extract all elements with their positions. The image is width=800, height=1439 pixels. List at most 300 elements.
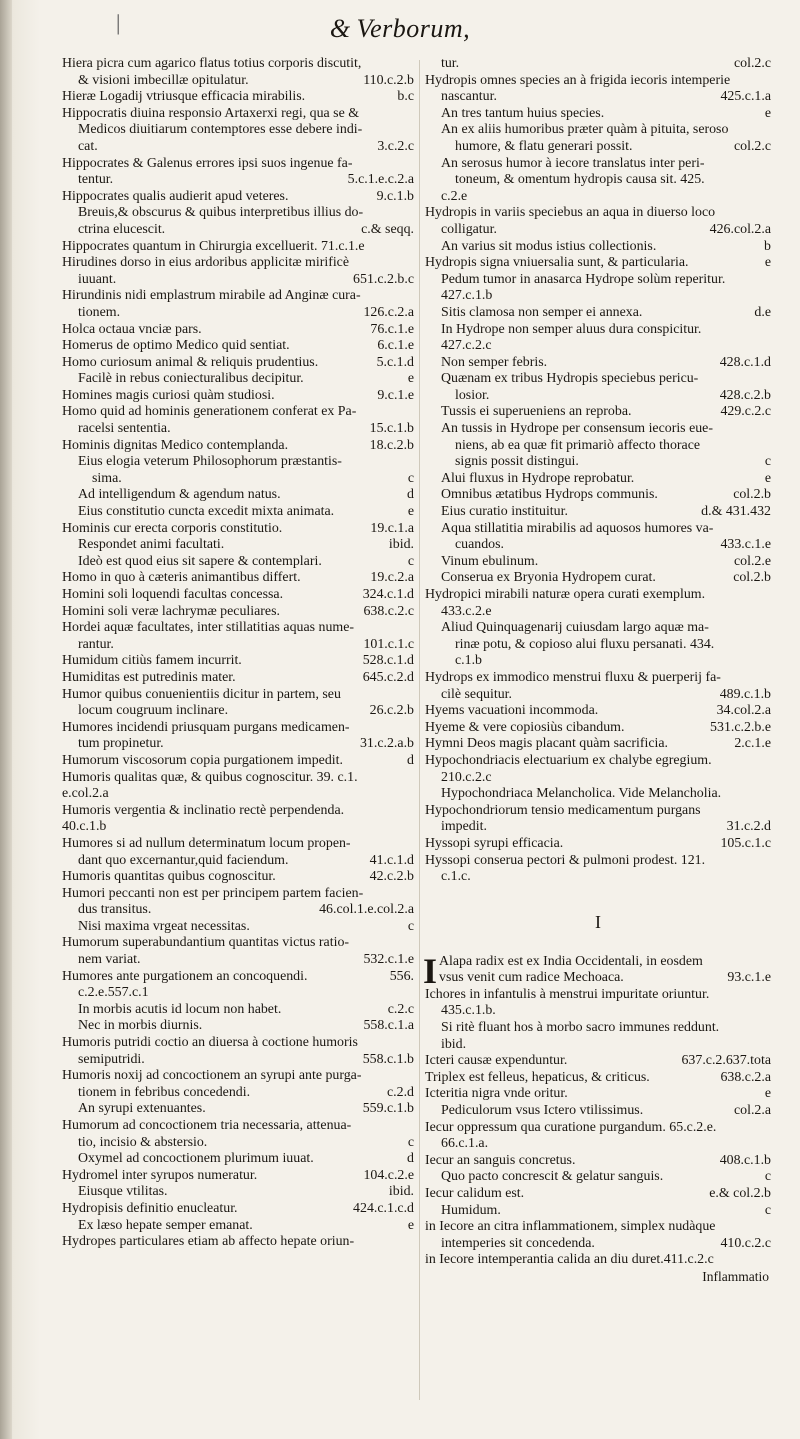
index-entry bbox=[425, 139, 771, 156]
index-entry bbox=[425, 1186, 771, 1203]
entry-reference: 424.c.1.c.d bbox=[353, 1200, 414, 1216]
entry-reference: 42.c.2.b bbox=[369, 869, 414, 885]
entry-text: Triplex est felleus, hepaticus, & criticus. bbox=[425, 1069, 650, 1085]
index-entry bbox=[62, 919, 414, 936]
entry-text: Hordei aquæ facultates, inter stillatitias aquas nume- bbox=[62, 620, 355, 636]
entry-text: Hippocratis diuina responsio Artaxerxi regi, qua se & bbox=[62, 105, 360, 121]
i-entries bbox=[425, 987, 771, 1269]
index-entry bbox=[62, 471, 414, 488]
entry-text: Hippocrates quantum in Chirurgia excelluerit. 71.c.1.e bbox=[62, 238, 365, 254]
index-entry bbox=[62, 56, 414, 73]
index-entry bbox=[62, 786, 414, 803]
entry-text: Pedum tumor in anasarca Hydrope solùm reperitur. bbox=[441, 271, 726, 287]
entry-text: Hirudines dorso in eius ardoribus applicitæ mirificè bbox=[62, 255, 350, 271]
index-entry bbox=[62, 205, 414, 222]
entry-text: Iecur an sanguis concretus. bbox=[425, 1152, 576, 1168]
index-entry bbox=[425, 89, 771, 106]
entry-text: Homo quid ad hominis generationem conferat ex Pa- bbox=[62, 404, 357, 420]
entry-text: signis possit distingui. bbox=[455, 454, 579, 470]
index-entry bbox=[62, 1118, 414, 1135]
entry-text: Humores si ad nullum determinatum locum propen- bbox=[62, 835, 351, 851]
entry-reference: c bbox=[764, 454, 771, 470]
entry-reference: 46.col.1.e.col.2.a bbox=[319, 902, 414, 918]
index-entry bbox=[425, 770, 771, 787]
index-entry bbox=[62, 886, 414, 903]
entry-text: Ad intelligendum & agendum natus. bbox=[78, 487, 281, 503]
entry-text: An varius sit modus istius collectionis. bbox=[441, 238, 657, 254]
entry-text: An syrupi extenuantes. bbox=[78, 1101, 206, 1117]
entry-text: Tussis ei superueniens an reproba. bbox=[441, 404, 632, 420]
entry-text: in Iecore intemperantia calida an diu duret.411.c.2.c bbox=[425, 1252, 714, 1268]
index-entry bbox=[62, 1035, 414, 1052]
index-entry bbox=[62, 1052, 414, 1069]
entry-text: An serosus humor à iecore translatus inter peri- bbox=[441, 155, 705, 171]
index-entry bbox=[62, 305, 414, 322]
index-entry bbox=[425, 1169, 771, 1186]
entry-reference: 558.c.1.a bbox=[363, 1018, 414, 1034]
entry-text: rantur. bbox=[78, 636, 114, 652]
index-entry bbox=[62, 371, 414, 388]
entry-text: An tussis in Hydrope per consensum iecoris eue- bbox=[441, 421, 713, 437]
entry-text: 210.c.2.c bbox=[441, 769, 492, 785]
entry-text: dus transitus. bbox=[78, 902, 152, 918]
entry-text: e.col.2.a bbox=[62, 786, 109, 802]
index-entry bbox=[62, 1184, 414, 1201]
index-entry bbox=[425, 487, 771, 504]
entry-text: Hymni Deos magis placant quàm sacrificia. bbox=[425, 736, 669, 752]
entry-text: Alui fluxus in Hydrope reprobatur. bbox=[441, 470, 635, 486]
entry-text: Hominis cur erecta corporis constitutio. bbox=[62, 520, 283, 536]
index-entry bbox=[425, 803, 771, 820]
entry-reference: 18.c.2.b bbox=[369, 437, 414, 453]
index-entry bbox=[425, 122, 771, 139]
index-entry bbox=[62, 388, 414, 405]
entry-reference: c bbox=[764, 1202, 771, 1218]
left-column bbox=[62, 56, 414, 1251]
entry-text: humore, & flatu generari possit. bbox=[455, 138, 633, 154]
index-entry bbox=[425, 736, 771, 753]
entry-text: Humores incidendi priusquam purgans medicamen- bbox=[62, 719, 350, 735]
index-entry bbox=[62, 819, 414, 836]
entry-text: Oxymel ad concoctionem plurimum iuuat. bbox=[78, 1151, 314, 1167]
index-entry bbox=[425, 1053, 771, 1070]
entry-text: 427.c.1.b bbox=[441, 288, 493, 304]
index-entry bbox=[62, 703, 414, 720]
index-entry bbox=[425, 604, 771, 621]
entry-reference: e bbox=[764, 255, 771, 271]
index-entry bbox=[62, 222, 414, 239]
entry-text: Hydropici mirabili naturæ opera curati exemplum. bbox=[425, 587, 706, 602]
entry-reference: e.& col.2.b bbox=[709, 1186, 771, 1201]
entry-reference: e bbox=[407, 1217, 414, 1233]
index-entry bbox=[425, 338, 771, 355]
entry-text: In morbis acutis id locum non habet. bbox=[78, 1001, 282, 1017]
index-entry bbox=[62, 172, 414, 189]
entry-reference: 6.c.1.e bbox=[377, 338, 414, 354]
index-entry bbox=[62, 670, 414, 687]
index-entry bbox=[62, 869, 414, 886]
entry-text: Non semper febris. bbox=[441, 354, 548, 370]
index-entry bbox=[62, 139, 414, 156]
entry-text: Vinum ebulinum. bbox=[441, 553, 539, 569]
entry-text: Humoris noxij ad concoctionem an syrupi ante purga- bbox=[62, 1068, 362, 1084]
entry-reference: b.c bbox=[397, 89, 414, 105]
entry-reference: 31.c.2.d bbox=[726, 819, 771, 835]
index-entry bbox=[425, 255, 771, 272]
entry-text: ctrina elucescit. bbox=[78, 221, 166, 237]
entry-text: Eius curatio instituitur. bbox=[441, 504, 568, 520]
entry-text: impedit. bbox=[441, 819, 487, 835]
index-entry bbox=[425, 421, 771, 438]
entry-text: 435.c.1.b. bbox=[441, 1003, 496, 1019]
index-entry bbox=[62, 853, 414, 870]
entry-text: Hypochondriaca Melancholica. Vide Melancholia. bbox=[441, 786, 722, 802]
entry-text: Iecur oppressum qua curatione purgandum. 65.c.2.e. bbox=[425, 1119, 717, 1135]
entry-text: tionem. bbox=[78, 304, 121, 320]
index-entry bbox=[62, 487, 414, 504]
index-entry bbox=[425, 570, 771, 587]
entry-text: Homini soli veræ lachrymæ peculiares. bbox=[62, 603, 280, 619]
index-entry bbox=[425, 786, 771, 803]
binding-gutter bbox=[0, 0, 12, 1439]
index-entry bbox=[62, 770, 414, 787]
entry-reference: col.2.b bbox=[733, 570, 771, 586]
entry-text: Hypochondriorum tensio medicamentum purgans bbox=[425, 802, 701, 818]
entry-reference: 5.c.1.e.c.2.a bbox=[347, 172, 414, 188]
index-entry bbox=[425, 1086, 771, 1103]
entry-text: Eius constitutio cuncta excedit mixta animata. bbox=[78, 504, 335, 520]
entry-text: Humoris putridi coctio an diuersa à coctione humoris bbox=[62, 1035, 358, 1051]
entry-text: Homini soli loquendi facultas concessa. bbox=[62, 587, 284, 602]
index-entry bbox=[425, 1252, 771, 1269]
entry-text: Quænam ex tribus Hydropis speciebus pericu- bbox=[441, 371, 699, 387]
entry-reference: 528.c.1.d bbox=[362, 653, 414, 669]
index-entry bbox=[425, 720, 771, 737]
entry-text: 433.c.2.e bbox=[441, 603, 492, 619]
entry-text: Ichores in infantulis à menstrui impuritate oriuntur. bbox=[425, 986, 710, 1002]
entry-reference: 532.c.1.e bbox=[363, 952, 414, 968]
index-entry bbox=[425, 471, 771, 488]
entry-reference: col.2.e bbox=[733, 553, 771, 569]
entry-text: Hippocrates qualis audierit apud veteres. bbox=[62, 188, 289, 204]
index-entry bbox=[62, 1168, 414, 1185]
entry-reference: ibid. bbox=[388, 537, 414, 553]
entry-text: niens, ab ea quæ fit primariò affecto thorace bbox=[455, 437, 701, 453]
index-entry bbox=[62, 1002, 414, 1019]
index-entry bbox=[62, 521, 414, 538]
index-entry bbox=[425, 172, 771, 189]
entry-reference: ibid. bbox=[388, 1184, 414, 1200]
entry-text: Humidum. bbox=[441, 1202, 501, 1218]
index-entry bbox=[425, 205, 771, 222]
entry-text: tur. bbox=[441, 56, 460, 71]
index-entry bbox=[62, 156, 414, 173]
h-entries-continued bbox=[425, 56, 771, 886]
entry-reference: c.2.c bbox=[387, 1001, 414, 1017]
entry-text: Humorum ad concoctionem tria necessaria, attenua- bbox=[62, 1118, 352, 1133]
index-entry bbox=[62, 322, 414, 339]
entry-text: Humorum superabundantium quantitas victus ratio- bbox=[62, 935, 350, 951]
header-title: Verborum, bbox=[356, 14, 471, 43]
entry-text: Hyeme & vere copiosiùs cibandum. bbox=[425, 719, 625, 735]
entry-text: c.2.e.557.c.1 bbox=[78, 985, 149, 1001]
index-entry bbox=[62, 902, 414, 919]
entry-text: dant quo excernantur,quid faciendum. bbox=[78, 852, 289, 868]
index-entry bbox=[425, 670, 771, 687]
index-entry bbox=[62, 554, 414, 571]
index-entry bbox=[425, 970, 771, 987]
index-entry bbox=[425, 954, 771, 971]
entry-reference: c.& seqq. bbox=[361, 221, 414, 237]
index-entry bbox=[425, 272, 771, 289]
entry-text: sima. bbox=[92, 470, 122, 486]
index-entry bbox=[425, 1020, 771, 1037]
index-entry bbox=[425, 1136, 771, 1153]
entry-text: Ideò est quod eius sit sapere & contemplari. bbox=[78, 553, 322, 569]
index-entry bbox=[425, 987, 771, 1004]
entry-text: Quo pacto concrescit & gelatur sanguis. bbox=[441, 1169, 664, 1185]
index-entry bbox=[62, 1135, 414, 1152]
entry-text: Hydropisis definitio enucleatur. bbox=[62, 1200, 238, 1216]
entry-text: c.1.c. bbox=[441, 869, 471, 885]
index-entry bbox=[62, 720, 414, 737]
index-entry bbox=[425, 587, 771, 604]
right-column bbox=[425, 56, 771, 1286]
index-entry bbox=[62, 504, 414, 521]
entry-text: Humoris quantitas quibus cognoscitur. bbox=[62, 869, 276, 885]
index-entry bbox=[425, 404, 771, 421]
entry-reference: 433.c.1.e bbox=[720, 537, 771, 553]
index-entry bbox=[62, 89, 414, 106]
drop-capital: I bbox=[423, 950, 438, 991]
entry-reference: c.2.d bbox=[386, 1084, 414, 1100]
entry-reference: 126.c.2.a bbox=[363, 304, 414, 320]
index-entry bbox=[62, 122, 414, 139]
entry-text: Humoris vergentia & inclinatio rectè perpendenda. bbox=[62, 802, 345, 818]
entry-text: cat. bbox=[78, 138, 98, 154]
index-entry bbox=[425, 388, 771, 405]
entry-text: Humoris qualitas quæ, & quibus cognoscitur. 39. c.1. bbox=[62, 769, 358, 785]
entry-reference: 76.c.1.e bbox=[370, 321, 414, 337]
index-entry bbox=[425, 687, 771, 704]
entry-reference: 26.c.2.b bbox=[369, 703, 414, 719]
index-entry bbox=[62, 753, 414, 770]
entry-reference: 5.c.1.d bbox=[376, 354, 414, 370]
section-gap bbox=[425, 886, 771, 902]
entry-text: Humidum citiùs famem incurrit. bbox=[62, 653, 242, 669]
entry-reference: 426.col.2.a bbox=[709, 221, 771, 237]
entry-text: Hiera picra cum agarico flatus totius corporis discutit, bbox=[62, 56, 362, 71]
entry-text: Eiusque vtilitas. bbox=[78, 1184, 168, 1200]
entry-reference: e bbox=[764, 105, 771, 121]
index-entry bbox=[425, 853, 771, 870]
entry-text: Hydropis omnes species an à frigida iecoris intemperie bbox=[425, 72, 731, 88]
index-entry bbox=[425, 1236, 771, 1253]
entry-text: toneum, & omentum hydropis causa sit. 425. bbox=[455, 172, 705, 188]
entry-reference: 41.c.1.d bbox=[369, 852, 414, 868]
entry-text: Hydropis signa vniuersalia sunt, & particularia. bbox=[425, 255, 689, 271]
entry-reference: 408.c.1.b bbox=[719, 1152, 771, 1168]
index-entry bbox=[62, 935, 414, 952]
index-entry bbox=[62, 438, 414, 455]
entry-text: Nisi maxima vrgeat necessitas. bbox=[78, 918, 250, 934]
entry-text: Omnibus ætatibus Hydrops communis. bbox=[441, 487, 658, 503]
entry-reference: 559.c.1.b bbox=[362, 1101, 414, 1117]
entry-reference: col.2.c bbox=[733, 138, 771, 154]
index-entry bbox=[62, 338, 414, 355]
entry-text: colligatur. bbox=[441, 221, 497, 237]
entry-text: Humores ante purgationem an concoquendi. bbox=[62, 968, 308, 984]
entry-text: Hyssopi syrupi efficacia. bbox=[425, 835, 564, 851]
index-entry bbox=[62, 736, 414, 753]
index-entry bbox=[425, 56, 771, 73]
index-entry bbox=[425, 620, 771, 637]
index-entry bbox=[62, 537, 414, 554]
index-entry bbox=[62, 239, 414, 256]
entry-text: Hyems vacuationi incommoda. bbox=[425, 703, 599, 719]
index-entry bbox=[425, 1203, 771, 1220]
entry-reference: 638.c.2.a bbox=[720, 1069, 771, 1085]
entry-text: Breuis,& obscurus & quibus interpretibus illius do- bbox=[78, 205, 364, 221]
entry-text: racelsi sententia. bbox=[78, 421, 171, 437]
entry-text: Iecur calidum est. bbox=[425, 1186, 525, 1201]
index-entry bbox=[62, 73, 414, 90]
index-entry bbox=[425, 1103, 771, 1120]
entry-reference: col.2.b bbox=[733, 487, 771, 503]
index-entry bbox=[62, 687, 414, 704]
index-entry bbox=[425, 836, 771, 853]
entry-text: An tres tantum huius species. bbox=[441, 105, 605, 121]
index-entry bbox=[62, 653, 414, 670]
entry-reference: 638.c.2.c bbox=[363, 603, 414, 619]
entry-text: Homo in quo à cæteris animantibus differt. bbox=[62, 570, 301, 586]
entry-text: Sitis clamosa non semper ei annexa. bbox=[441, 304, 643, 320]
entry-text: in Iecore an citra inflammationem, simplex nudàque bbox=[425, 1219, 716, 1235]
entry-text: Icteritia nigra vnde oritur. bbox=[425, 1086, 568, 1102]
index-entry bbox=[425, 554, 771, 571]
index-entry bbox=[425, 869, 771, 886]
index-entry bbox=[425, 637, 771, 654]
index-entry bbox=[425, 819, 771, 836]
entry-text: Hominis dignitas Medico contemplanda. bbox=[62, 437, 289, 453]
index-entry bbox=[425, 703, 771, 720]
entry-reference: c bbox=[407, 918, 414, 934]
entry-reference: 101.c.1.c bbox=[363, 636, 414, 652]
entry-reference: c bbox=[764, 1169, 771, 1185]
entry-text: rinæ potu, & copioso alui fluxu persanati. 434. bbox=[455, 636, 715, 652]
entry-reference: 556. bbox=[389, 968, 414, 984]
margin-mark: | bbox=[116, 10, 121, 35]
catchword: Inflammatio bbox=[702, 1268, 769, 1284]
index-entry bbox=[425, 1037, 771, 1054]
entry-text: Conserua ex Bryonia Hydropem curat. bbox=[441, 570, 656, 586]
entry-reference: 645.c.2.d bbox=[362, 669, 414, 685]
dropcap-lines bbox=[423, 950, 771, 991]
index-entry bbox=[62, 952, 414, 969]
index-entry bbox=[425, 1070, 771, 1087]
entry-reference: 105.c.1.c bbox=[720, 835, 771, 851]
index-entry bbox=[62, 272, 414, 289]
entry-text: Pediculorum vsus Ictero vtilissimus. bbox=[441, 1103, 644, 1119]
index-entry bbox=[62, 1068, 414, 1085]
entry-text: Icteri causæ expenduntur. bbox=[425, 1053, 568, 1069]
entry-reference: 489.c.1.b bbox=[719, 686, 771, 702]
entry-reference: d bbox=[407, 487, 414, 503]
column-divider bbox=[419, 60, 420, 1400]
index-entry bbox=[62, 570, 414, 587]
index-entry bbox=[425, 305, 771, 322]
entry-reference: 428.c.2.b bbox=[719, 387, 771, 403]
entry-reference: 104.c.2.e bbox=[363, 1167, 414, 1183]
entry-text: nascantur. bbox=[441, 89, 497, 105]
entry-text: Hirundinis nidi emplastrum mirabile ad Anginæ cura- bbox=[62, 288, 361, 304]
index-entry bbox=[425, 454, 771, 471]
index-entry bbox=[62, 189, 414, 206]
entry-reference: 110.c.2.b bbox=[363, 72, 414, 88]
entry-reference: e bbox=[407, 371, 414, 387]
entry-reference: 9.c.1.b bbox=[376, 188, 414, 204]
index-entry bbox=[62, 604, 414, 621]
entry-text: Hippocrates & Galenus errores ipsi suos ingenue fa- bbox=[62, 155, 353, 171]
entry-text: cilè sequitur. bbox=[441, 686, 512, 702]
entry-reference: 425.c.1.a bbox=[720, 89, 771, 105]
index-entry bbox=[425, 239, 771, 256]
entry-text: Hypochondriacis electuarium ex chalybe egregium. bbox=[425, 752, 712, 768]
index-entry bbox=[425, 1219, 771, 1236]
entry-text: In Hydrope non semper aluus dura conspicitur. bbox=[441, 321, 702, 337]
entry-reference: 19.c.1.a bbox=[370, 520, 414, 536]
entry-reference: 3.c.2.c bbox=[377, 138, 414, 154]
index-entry bbox=[62, 288, 414, 305]
index-entry bbox=[425, 438, 771, 455]
index-entry bbox=[425, 189, 771, 206]
index-entry bbox=[425, 322, 771, 339]
entry-reference: 19.c.2.a bbox=[370, 570, 414, 586]
entry-text: Homo curiosum animal & reliquis prudentius. bbox=[62, 354, 319, 370]
entry-text: Hydromel inter syrupos numeratur. bbox=[62, 1167, 258, 1183]
entry-text: c.2.e bbox=[441, 188, 468, 204]
entry-text: vsus venit cum radice Mechoaca. bbox=[439, 970, 624, 986]
entry-text: Eius elogia veterum Philosophorum præstantis- bbox=[78, 454, 342, 470]
index-entry bbox=[62, 355, 414, 372]
entry-reference: d.e bbox=[754, 304, 771, 320]
index-entry bbox=[425, 73, 771, 90]
entry-reference: 637.c.2.637.tota bbox=[681, 1053, 771, 1069]
entry-reference: 558.c.1.b bbox=[362, 1051, 414, 1067]
entry-reference: 34.col.2.a bbox=[716, 703, 771, 719]
entry-text: semiputridi. bbox=[78, 1051, 145, 1067]
entry-reference: e bbox=[407, 504, 414, 520]
entry-reference: e bbox=[764, 1086, 771, 1102]
entry-reference: 15.c.1.b bbox=[369, 421, 414, 437]
entry-text: Aqua stillatitia mirabilis ad aquosos humores va- bbox=[441, 520, 714, 536]
entry-reference: 428.c.1.d bbox=[719, 354, 771, 370]
index-entry bbox=[425, 288, 771, 305]
entry-reference: 2.c.1.e bbox=[734, 736, 771, 752]
entry-text: 40.c.1.b bbox=[62, 819, 107, 835]
index-entry bbox=[62, 404, 414, 421]
index-entry bbox=[62, 1218, 414, 1235]
entry-text: Ex læso hepate semper emanat. bbox=[78, 1217, 253, 1233]
entry-text: Si ritè fluant hos à morbo sacro immunes reddunt. bbox=[441, 1020, 720, 1036]
entry-reference: 93.c.1.e bbox=[727, 970, 771, 986]
entry-reference: d bbox=[407, 1151, 414, 1167]
index-entry bbox=[62, 1234, 414, 1251]
entry-reference: 429.c.2.c bbox=[720, 404, 771, 420]
index-entry bbox=[62, 1085, 414, 1102]
entry-text: Humiditas est putredinis mater. bbox=[62, 669, 236, 685]
entry-text: Respondet animi facultati. bbox=[78, 537, 225, 553]
